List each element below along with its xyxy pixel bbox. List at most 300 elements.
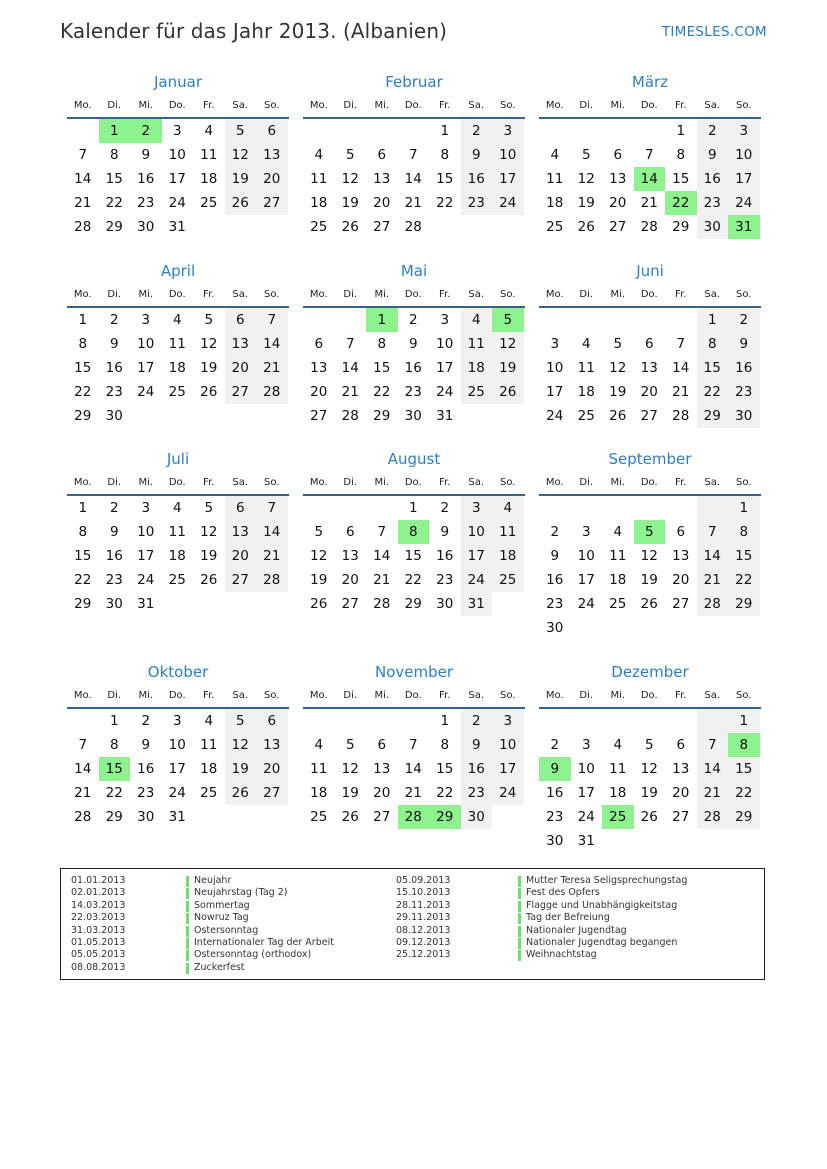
day-cell[interactable]: 11 — [577, 360, 595, 376]
day-cell[interactable]: 22 — [728, 568, 760, 592]
day-cell[interactable]: 26 — [200, 572, 218, 588]
day-cell[interactable]: 12 — [200, 524, 218, 540]
day-cell[interactable]: 27 — [640, 408, 658, 424]
day-cell[interactable]: 16 — [436, 548, 454, 564]
day-cell[interactable]: 21 — [256, 544, 288, 568]
day-cell[interactable]: 18 — [200, 761, 218, 777]
day-cell[interactable]: 16 — [461, 757, 493, 781]
day-cell[interactable]: 23 — [137, 785, 155, 801]
day-cell[interactable]: 24 — [577, 596, 595, 612]
day-cell[interactable]: 23 — [436, 572, 454, 588]
day-cell[interactable]: 20 — [256, 757, 288, 781]
day-cell[interactable]: 21 — [341, 384, 359, 400]
day-cell[interactable]: 22 — [728, 781, 760, 805]
day-cell[interactable]: 14 — [373, 548, 391, 564]
day-cell[interactable]: 28 — [404, 219, 422, 235]
day-cell[interactable]: 25 — [200, 785, 218, 801]
day-cell[interactable]: 13 — [225, 520, 257, 544]
day-cell[interactable]: 1 — [728, 496, 760, 520]
day-cell[interactable]: 12 — [310, 548, 328, 564]
day-cell[interactable]: 18 — [168, 360, 186, 376]
day-cell[interactable]: 20 — [310, 384, 328, 400]
day-cell[interactable]: 8 — [728, 733, 760, 757]
day-cell[interactable]: 2 — [408, 312, 418, 328]
day-cell[interactable]: 22 — [74, 572, 92, 588]
day-cell[interactable]: 16 — [697, 167, 729, 191]
day-cell[interactable]: 23 — [137, 195, 155, 211]
day-cell[interactable]: 26 — [609, 408, 627, 424]
day-cell[interactable]: 12 — [492, 332, 524, 356]
day-cell[interactable]: 17 — [492, 167, 524, 191]
day-cell[interactable]: 23 — [105, 384, 123, 400]
day-cell[interactable]: 6 — [256, 709, 288, 733]
day-cell[interactable]: 25 — [168, 572, 186, 588]
day-cell[interactable]: 14 — [634, 167, 666, 191]
day-cell[interactable]: 3 — [492, 709, 524, 733]
day-cell[interactable]: 9 — [109, 524, 119, 540]
day-cell[interactable]: 11 — [609, 761, 627, 777]
day-cell[interactable]: 9 — [697, 143, 729, 167]
site-logo-text[interactable]: TIMESLES.COM — [661, 24, 767, 40]
day-cell[interactable]: 4 — [613, 524, 623, 540]
day-cell[interactable]: 4 — [550, 147, 560, 163]
day-cell[interactable]: 25 — [461, 380, 493, 404]
day-cell[interactable]: 4 — [461, 308, 493, 332]
day-cell[interactable]: 25 — [492, 568, 524, 592]
day-cell[interactable]: 10 — [492, 733, 524, 757]
day-cell[interactable]: 7 — [377, 524, 387, 540]
day-cell[interactable]: 22 — [373, 384, 391, 400]
day-cell[interactable]: 28 — [74, 219, 92, 235]
day-cell[interactable]: 5 — [314, 524, 324, 540]
day-cell[interactable]: 23 — [404, 384, 422, 400]
day-cell[interactable]: 17 — [168, 171, 186, 187]
day-cell[interactable]: 24 — [137, 572, 155, 588]
day-cell[interactable]: 12 — [341, 171, 359, 187]
day-cell[interactable]: 18 — [310, 785, 328, 801]
day-cell[interactable]: 29 — [404, 596, 422, 612]
day-cell[interactable]: 4 — [172, 500, 182, 516]
day-cell[interactable]: 18 — [609, 572, 627, 588]
day-cell[interactable]: 14 — [341, 360, 359, 376]
day-cell[interactable]: 6 — [676, 737, 686, 753]
day-cell[interactable]: 1 — [99, 119, 131, 143]
day-cell[interactable]: 3 — [550, 336, 560, 352]
day-cell[interactable]: 30 — [105, 408, 123, 424]
day-cell[interactable]: 10 — [577, 761, 595, 777]
day-cell[interactable]: 8 — [440, 147, 450, 163]
day-cell[interactable]: 8 — [440, 737, 450, 753]
day-cell[interactable]: 29 — [672, 219, 690, 235]
day-cell[interactable]: 15 — [728, 757, 760, 781]
day-cell[interactable]: 29 — [105, 809, 123, 825]
day-cell[interactable]: 16 — [105, 360, 123, 376]
day-cell[interactable]: 17 — [436, 360, 454, 376]
day-cell[interactable]: 20 — [609, 195, 627, 211]
day-cell[interactable]: 10 — [137, 524, 155, 540]
day-cell[interactable]: 27 — [225, 568, 257, 592]
day-cell[interactable]: 28 — [256, 380, 288, 404]
day-cell[interactable]: 9 — [109, 336, 119, 352]
day-cell[interactable]: 13 — [373, 171, 391, 187]
day-cell[interactable]: 21 — [74, 195, 92, 211]
day-cell[interactable]: 24 — [137, 384, 155, 400]
day-cell[interactable]: 14 — [256, 520, 288, 544]
day-cell[interactable]: 23 — [105, 572, 123, 588]
day-cell[interactable]: 5 — [345, 737, 355, 753]
day-cell[interactable]: 7 — [78, 737, 88, 753]
day-cell[interactable]: 24 — [546, 408, 564, 424]
day-cell[interactable]: 27 — [225, 380, 257, 404]
day-cell[interactable]: 3 — [172, 123, 182, 139]
day-cell[interactable]: 5 — [492, 308, 524, 332]
day-cell[interactable]: 30 — [404, 408, 422, 424]
day-cell[interactable]: 10 — [137, 336, 155, 352]
day-cell[interactable]: 9 — [728, 332, 760, 356]
day-cell[interactable]: 10 — [728, 143, 760, 167]
day-cell[interactable]: 19 — [609, 384, 627, 400]
day-cell[interactable]: 28 — [697, 592, 729, 616]
day-cell[interactable]: 8 — [728, 520, 760, 544]
day-cell[interactable]: 7 — [256, 496, 288, 520]
day-cell[interactable]: 22 — [105, 785, 123, 801]
day-cell[interactable]: 3 — [172, 713, 182, 729]
day-cell[interactable]: 15 — [373, 360, 391, 376]
day-cell[interactable]: 7 — [408, 147, 418, 163]
day-cell[interactable]: 26 — [225, 781, 257, 805]
day-cell[interactable]: 15 — [672, 171, 690, 187]
day-cell[interactable]: 21 — [404, 195, 422, 211]
day-cell[interactable]: 8 — [697, 332, 729, 356]
day-cell[interactable]: 28 — [697, 805, 729, 829]
day-cell[interactable]: 30 — [546, 620, 564, 636]
day-cell[interactable]: 18 — [461, 356, 493, 380]
day-cell[interactable]: 31 — [728, 215, 760, 239]
day-cell[interactable]: 18 — [200, 171, 218, 187]
day-cell[interactable]: 26 — [341, 219, 359, 235]
day-cell[interactable]: 24 — [168, 195, 186, 211]
day-cell[interactable]: 17 — [137, 548, 155, 564]
day-cell[interactable]: 3 — [440, 312, 450, 328]
day-cell[interactable]: 15 — [728, 544, 760, 568]
day-cell[interactable]: 3 — [492, 119, 524, 143]
day-cell[interactable]: 13 — [310, 360, 328, 376]
day-cell[interactable]: 15 — [99, 757, 131, 781]
day-cell[interactable]: 15 — [436, 171, 454, 187]
day-cell[interactable]: 16 — [546, 572, 564, 588]
day-cell[interactable]: 9 — [539, 757, 571, 781]
day-cell[interactable]: 21 — [672, 384, 690, 400]
day-cell[interactable]: 19 — [310, 572, 328, 588]
day-cell[interactable]: 21 — [697, 781, 729, 805]
day-cell[interactable]: 2 — [109, 500, 119, 516]
day-cell[interactable]: 16 — [105, 548, 123, 564]
day-cell[interactable]: 22 — [436, 195, 454, 211]
day-cell[interactable]: 6 — [225, 308, 257, 332]
day-cell[interactable]: 29 — [74, 408, 92, 424]
day-cell[interactable]: 23 — [728, 380, 760, 404]
day-cell[interactable]: 29 — [728, 592, 760, 616]
day-cell[interactable]: 10 — [436, 336, 454, 352]
day-cell[interactable]: 13 — [609, 171, 627, 187]
day-cell[interactable]: 1 — [78, 312, 88, 328]
day-cell[interactable]: 28 — [373, 596, 391, 612]
day-cell[interactable]: 4 — [613, 737, 623, 753]
day-cell[interactable]: 25 — [609, 596, 627, 612]
day-cell[interactable]: 18 — [168, 548, 186, 564]
day-cell[interactable]: 11 — [461, 332, 493, 356]
day-cell[interactable]: 26 — [640, 809, 658, 825]
day-cell[interactable]: 19 — [492, 356, 524, 380]
day-cell[interactable]: 18 — [577, 384, 595, 400]
day-cell[interactable]: 8 — [109, 147, 119, 163]
day-cell[interactable]: 14 — [697, 757, 729, 781]
day-cell[interactable]: 15 — [436, 761, 454, 777]
day-cell[interactable]: 9 — [141, 147, 151, 163]
day-cell[interactable]: 7 — [78, 147, 88, 163]
day-cell[interactable]: 15 — [74, 360, 92, 376]
day-cell[interactable]: 15 — [105, 171, 123, 187]
day-cell[interactable]: 5 — [204, 500, 214, 516]
day-cell[interactable]: 29 — [373, 408, 391, 424]
day-cell[interactable]: 22 — [105, 195, 123, 211]
day-cell[interactable]: 7 — [256, 308, 288, 332]
day-cell[interactable]: 31 — [577, 833, 595, 849]
day-cell[interactable]: 25 — [168, 384, 186, 400]
day-cell[interactable]: 10 — [492, 143, 524, 167]
day-cell[interactable]: 14 — [672, 360, 690, 376]
day-cell[interactable]: 9 — [141, 737, 151, 753]
day-cell[interactable]: 21 — [373, 572, 391, 588]
day-cell[interactable]: 26 — [640, 596, 658, 612]
day-cell[interactable]: 24 — [461, 568, 493, 592]
day-cell[interactable]: 1 — [728, 709, 760, 733]
day-cell[interactable]: 31 — [461, 592, 493, 616]
day-cell[interactable]: 18 — [492, 544, 524, 568]
day-cell[interactable]: 2 — [697, 119, 729, 143]
day-cell[interactable]: 16 — [137, 761, 155, 777]
day-cell[interactable]: 19 — [640, 572, 658, 588]
day-cell[interactable]: 21 — [74, 785, 92, 801]
day-cell[interactable]: 7 — [644, 147, 654, 163]
day-cell[interactable]: 16 — [137, 171, 155, 187]
day-cell[interactable]: 27 — [256, 191, 288, 215]
day-cell[interactable]: 27 — [256, 781, 288, 805]
day-cell[interactable]: 29 — [697, 404, 729, 428]
day-cell[interactable]: 7 — [345, 336, 355, 352]
day-cell[interactable]: 12 — [200, 336, 218, 352]
day-cell[interactable]: 27 — [609, 219, 627, 235]
day-cell[interactable]: 17 — [577, 572, 595, 588]
day-cell[interactable]: 19 — [577, 195, 595, 211]
day-cell[interactable]: 21 — [256, 356, 288, 380]
day-cell[interactable]: 4 — [581, 336, 591, 352]
day-cell[interactable]: 30 — [728, 404, 760, 428]
day-cell[interactable]: 19 — [200, 548, 218, 564]
day-cell[interactable]: 30 — [137, 809, 155, 825]
day-cell[interactable]: 1 — [676, 123, 686, 139]
day-cell[interactable]: 31 — [168, 219, 186, 235]
day-cell[interactable]: 4 — [314, 737, 324, 753]
day-cell[interactable]: 23 — [546, 809, 564, 825]
day-cell[interactable]: 6 — [256, 119, 288, 143]
day-cell[interactable]: 10 — [577, 548, 595, 564]
day-cell[interactable]: 1 — [440, 713, 450, 729]
day-cell[interactable]: 27 — [373, 809, 391, 825]
day-cell[interactable]: 30 — [137, 219, 155, 235]
day-cell[interactable]: 25 — [602, 805, 634, 829]
day-cell[interactable]: 1 — [440, 123, 450, 139]
day-cell[interactable]: 3 — [141, 500, 151, 516]
day-cell[interactable]: 22 — [74, 384, 92, 400]
day-cell[interactable]: 25 — [577, 408, 595, 424]
day-cell[interactable]: 13 — [225, 332, 257, 356]
day-cell[interactable]: 4 — [204, 713, 214, 729]
day-cell[interactable]: 30 — [697, 215, 729, 239]
day-cell[interactable]: 22 — [404, 572, 422, 588]
day-cell[interactable]: 24 — [168, 785, 186, 801]
day-cell[interactable]: 12 — [640, 761, 658, 777]
day-cell[interactable]: 8 — [78, 524, 88, 540]
day-cell[interactable]: 31 — [436, 408, 454, 424]
day-cell[interactable]: 14 — [404, 761, 422, 777]
day-cell[interactable]: 4 — [492, 496, 524, 520]
day-cell[interactable]: 5 — [613, 336, 623, 352]
day-cell[interactable]: 26 — [310, 596, 328, 612]
day-cell[interactable]: 10 — [461, 520, 493, 544]
day-cell[interactable]: 10 — [168, 737, 186, 753]
day-cell[interactable]: 13 — [672, 761, 690, 777]
day-cell[interactable]: 2 — [461, 709, 493, 733]
day-cell[interactable]: 11 — [200, 737, 218, 753]
day-cell[interactable]: 19 — [640, 785, 658, 801]
day-cell[interactable]: 5 — [581, 147, 591, 163]
day-cell[interactable]: 6 — [676, 524, 686, 540]
day-cell[interactable]: 29 — [74, 596, 92, 612]
day-cell[interactable]: 5 — [634, 520, 666, 544]
day-cell[interactable]: 25 — [200, 195, 218, 211]
day-cell[interactable]: 8 — [676, 147, 686, 163]
day-cell[interactable]: 23 — [461, 191, 493, 215]
day-cell[interactable]: 14 — [74, 171, 92, 187]
day-cell[interactable]: 18 — [310, 195, 328, 211]
day-cell[interactable]: 11 — [609, 548, 627, 564]
day-cell[interactable]: 20 — [341, 572, 359, 588]
day-cell[interactable]: 2 — [440, 500, 450, 516]
day-cell[interactable]: 6 — [377, 737, 387, 753]
day-cell[interactable]: 31 — [168, 809, 186, 825]
day-cell[interactable]: 23 — [697, 191, 729, 215]
day-cell[interactable]: 21 — [640, 195, 658, 211]
day-cell[interactable]: 21 — [404, 785, 422, 801]
day-cell[interactable]: 27 — [672, 596, 690, 612]
day-cell[interactable]: 17 — [492, 757, 524, 781]
day-cell[interactable]: 6 — [314, 336, 324, 352]
day-cell[interactable]: 30 — [461, 805, 493, 829]
day-cell[interactable]: 25 — [310, 219, 328, 235]
day-cell[interactable]: 1 — [697, 308, 729, 332]
day-cell[interactable]: 1 — [408, 500, 418, 516]
day-cell[interactable]: 13 — [672, 548, 690, 564]
day-cell[interactable]: 13 — [373, 761, 391, 777]
day-cell[interactable]: 3 — [461, 496, 493, 520]
day-cell[interactable]: 12 — [225, 143, 257, 167]
day-cell[interactable]: 9 — [461, 733, 493, 757]
day-cell[interactable]: 11 — [168, 524, 186, 540]
day-cell[interactable]: 20 — [373, 195, 391, 211]
day-cell[interactable]: 6 — [613, 147, 623, 163]
day-cell[interactable]: 17 — [168, 761, 186, 777]
day-cell[interactable]: 7 — [697, 520, 729, 544]
day-cell[interactable]: 29 — [728, 805, 760, 829]
day-cell[interactable]: 1 — [78, 500, 88, 516]
day-cell[interactable]: 30 — [105, 596, 123, 612]
day-cell[interactable]: 15 — [697, 356, 729, 380]
day-cell[interactable]: 18 — [546, 195, 564, 211]
day-cell[interactable]: 28 — [672, 408, 690, 424]
day-cell[interactable]: 12 — [609, 360, 627, 376]
day-cell[interactable]: 20 — [225, 356, 257, 380]
day-cell[interactable]: 11 — [310, 761, 328, 777]
day-cell[interactable]: 6 — [225, 496, 257, 520]
day-cell[interactable]: 11 — [492, 520, 524, 544]
day-cell[interactable]: 26 — [492, 380, 524, 404]
day-cell[interactable]: 19 — [200, 360, 218, 376]
day-cell[interactable]: 19 — [225, 167, 257, 191]
day-cell[interactable]: 1 — [366, 308, 398, 332]
day-cell[interactable]: 20 — [672, 785, 690, 801]
day-cell[interactable]: 1 — [109, 713, 119, 729]
day-cell[interactable]: 26 — [200, 384, 218, 400]
day-cell[interactable]: 17 — [546, 384, 564, 400]
day-cell[interactable]: 7 — [676, 336, 686, 352]
day-cell[interactable]: 26 — [577, 219, 595, 235]
day-cell[interactable]: 8 — [109, 737, 119, 753]
day-cell[interactable]: 28 — [74, 809, 92, 825]
day-cell[interactable]: 29 — [429, 805, 461, 829]
day-cell[interactable]: 28 — [640, 219, 658, 235]
day-cell[interactable]: 2 — [550, 737, 560, 753]
day-cell[interactable]: 19 — [225, 757, 257, 781]
day-cell[interactable]: 5 — [644, 737, 654, 753]
day-cell[interactable]: 7 — [408, 737, 418, 753]
day-cell[interactable]: 9 — [408, 336, 418, 352]
day-cell[interactable]: 8 — [398, 520, 430, 544]
day-cell[interactable]: 27 — [341, 596, 359, 612]
day-cell[interactable]: 2 — [109, 312, 119, 328]
day-cell[interactable]: 10 — [168, 147, 186, 163]
day-cell[interactable]: 22 — [436, 785, 454, 801]
day-cell[interactable]: 11 — [310, 171, 328, 187]
day-cell[interactable]: 27 — [373, 219, 391, 235]
day-cell[interactable]: 13 — [256, 143, 288, 167]
day-cell[interactable]: 20 — [672, 572, 690, 588]
day-cell[interactable]: 23 — [546, 596, 564, 612]
day-cell[interactable]: 20 — [373, 785, 391, 801]
day-cell[interactable]: 24 — [492, 781, 524, 805]
day-cell[interactable]: 20 — [256, 167, 288, 191]
day-cell[interactable]: 5 — [204, 312, 214, 328]
day-cell[interactable]: 24 — [577, 809, 595, 825]
day-cell[interactable]: 8 — [377, 336, 387, 352]
day-cell[interactable]: 17 — [137, 360, 155, 376]
day-cell[interactable]: 17 — [577, 785, 595, 801]
day-cell[interactable]: 14 — [404, 171, 422, 187]
day-cell[interactable]: 11 — [168, 336, 186, 352]
day-cell[interactable]: 28 — [398, 805, 430, 829]
day-cell[interactable]: 20 — [640, 384, 658, 400]
day-cell[interactable]: 25 — [546, 219, 564, 235]
